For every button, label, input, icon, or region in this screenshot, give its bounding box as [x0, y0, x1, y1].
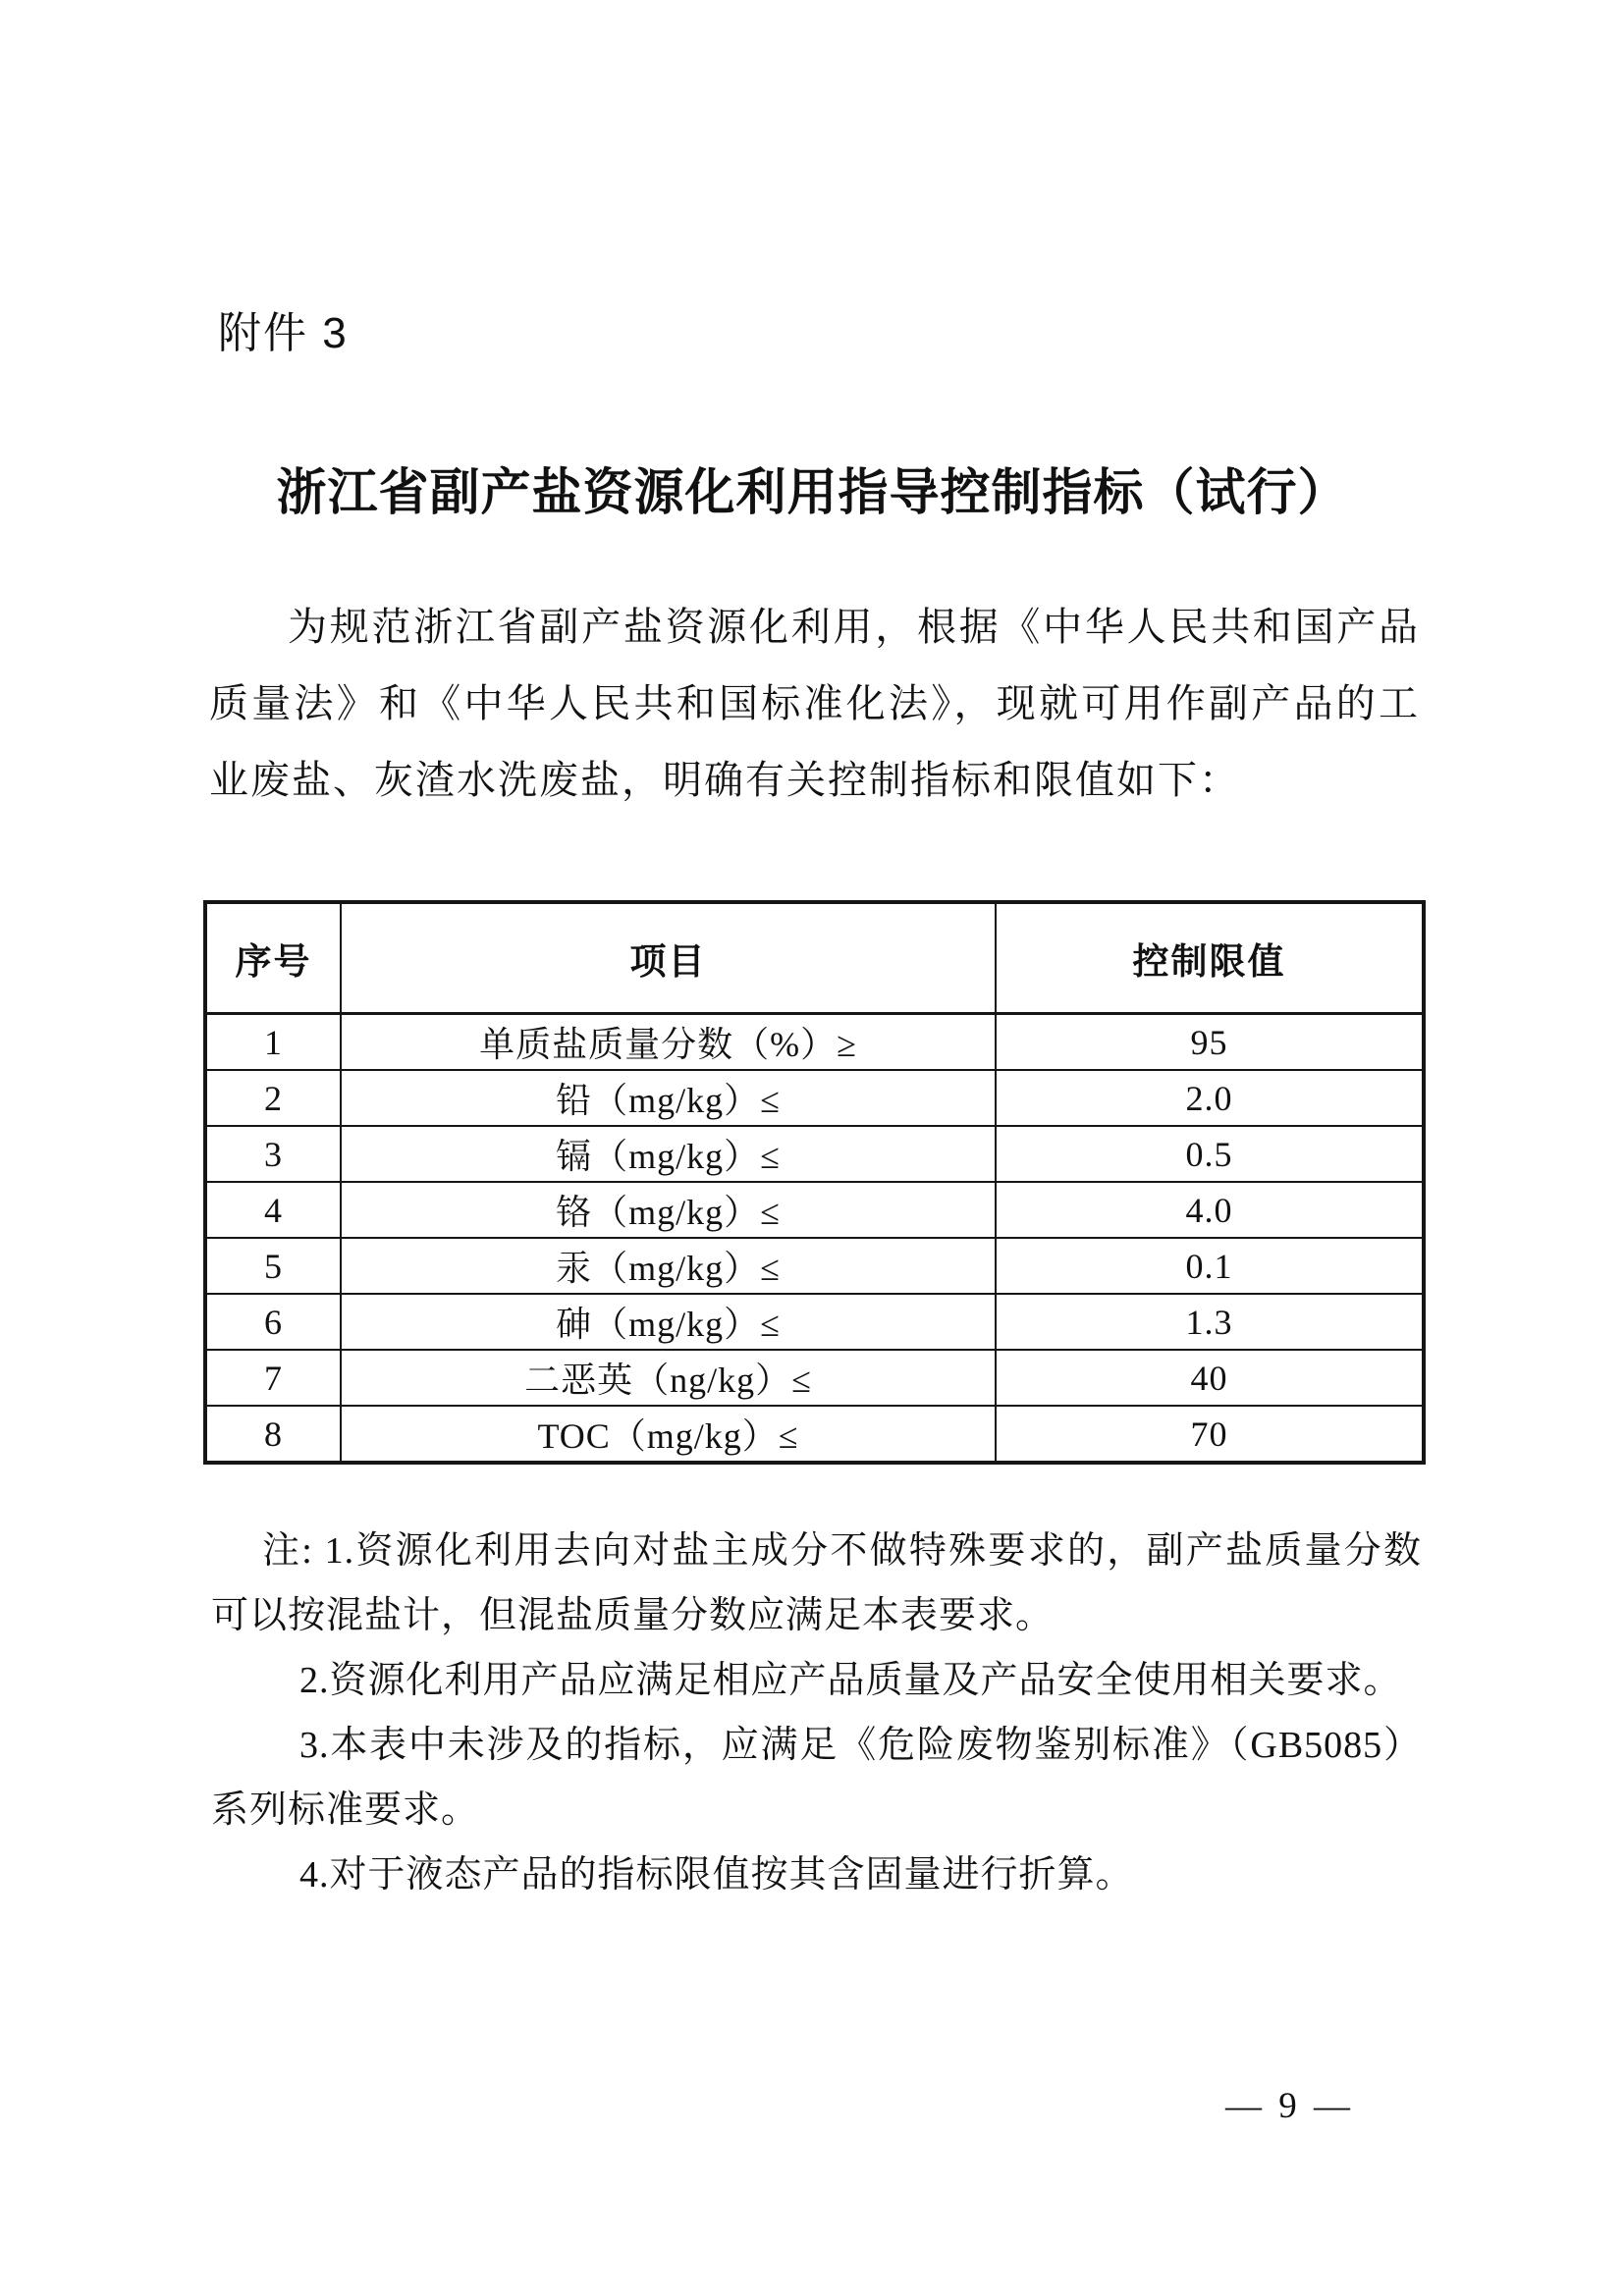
table-row: [205, 1406, 1424, 1463]
table-header-row: [205, 902, 1424, 1014]
cell-limit: 4.0: [996, 1182, 1424, 1238]
cell-limit: 40: [996, 1350, 1424, 1406]
attachment-label: 附件 3: [218, 309, 349, 357]
table-row: [205, 1182, 1424, 1238]
cell-item: 二恶英（ng/kg）≤: [341, 1350, 996, 1406]
table-header: [205, 902, 1424, 1014]
note-3: 3.本表中未涉及的指标，应满足《危险废物鉴别标准》（GB5085）系列标准要求。: [211, 1725, 1422, 1831]
cell-item: 铅（mg/kg）≤: [341, 1070, 996, 1126]
intro-paragraph: 为规范浙江省副产盐资源化利用，根据《中华人民共和国产品质量法》和《中华人民共和国标准化法》，现就可用作副产品的工业废盐、灰渣水洗废盐，明确有关控制指标和限值如下：: [209, 605, 1420, 802]
header-cell-limit: 控制限值: [996, 902, 1424, 1014]
cell-no: 3: [205, 1126, 341, 1182]
cell-limit: 95: [996, 1014, 1424, 1071]
cell-limit: 2.0: [996, 1070, 1424, 1126]
cell-no: 5: [205, 1238, 341, 1294]
cell-no: 7: [205, 1350, 341, 1406]
cell-item: 单质盐质量分数（%）≥: [341, 1014, 996, 1071]
control-limits-table: [203, 900, 1426, 1465]
note-1: 注: 1.资源化利用去向对盐主成分不做特殊要求的，副产盐质量分数可以按混盐计，但混盐质量分数应满足本表要求。: [211, 1530, 1422, 1636]
table-body: [205, 1014, 1424, 1464]
cell-limit: 0.5: [996, 1126, 1424, 1182]
table-row: [205, 1070, 1424, 1126]
cell-item: 铬（mg/kg）≤: [341, 1182, 996, 1238]
header-cell-item: 项目: [341, 902, 996, 1014]
table-row: [205, 1350, 1424, 1406]
header-cell-no: 序号: [205, 902, 341, 1014]
cell-no: 2: [205, 1070, 341, 1126]
table-row: [205, 1126, 1424, 1182]
cell-no: 1: [205, 1014, 341, 1071]
notes-section: [211, 1519, 1422, 1907]
cell-item: TOC（mg/kg）≤: [341, 1406, 996, 1463]
note-4: 4.对于液态产品的指标限值按其含固量进行折算。: [299, 1854, 1134, 1896]
table-row: [205, 1294, 1424, 1350]
cell-no: 8: [205, 1406, 341, 1463]
table-row: [205, 1238, 1424, 1294]
cell-limit: 0.1: [996, 1238, 1424, 1294]
cell-no: 4: [205, 1182, 341, 1238]
note-2: 2.资源化利用产品应满足相应产品质量及产品安全使用相关要求。: [299, 1660, 1402, 1701]
cell-item: 砷（mg/kg）≤: [341, 1294, 996, 1350]
page-number: — 9 —: [1225, 2086, 1354, 2126]
cell-no: 6: [205, 1294, 341, 1350]
cell-item: 镉（mg/kg）≤: [341, 1126, 996, 1182]
table-row: [205, 1014, 1424, 1071]
cell-limit: 1.3: [996, 1294, 1424, 1350]
document-title: 浙江省副产盐资源化利用指导控制指标（试行）: [276, 466, 1349, 522]
cell-item: 汞（mg/kg）≤: [341, 1238, 996, 1294]
cell-limit: 70: [996, 1406, 1424, 1463]
